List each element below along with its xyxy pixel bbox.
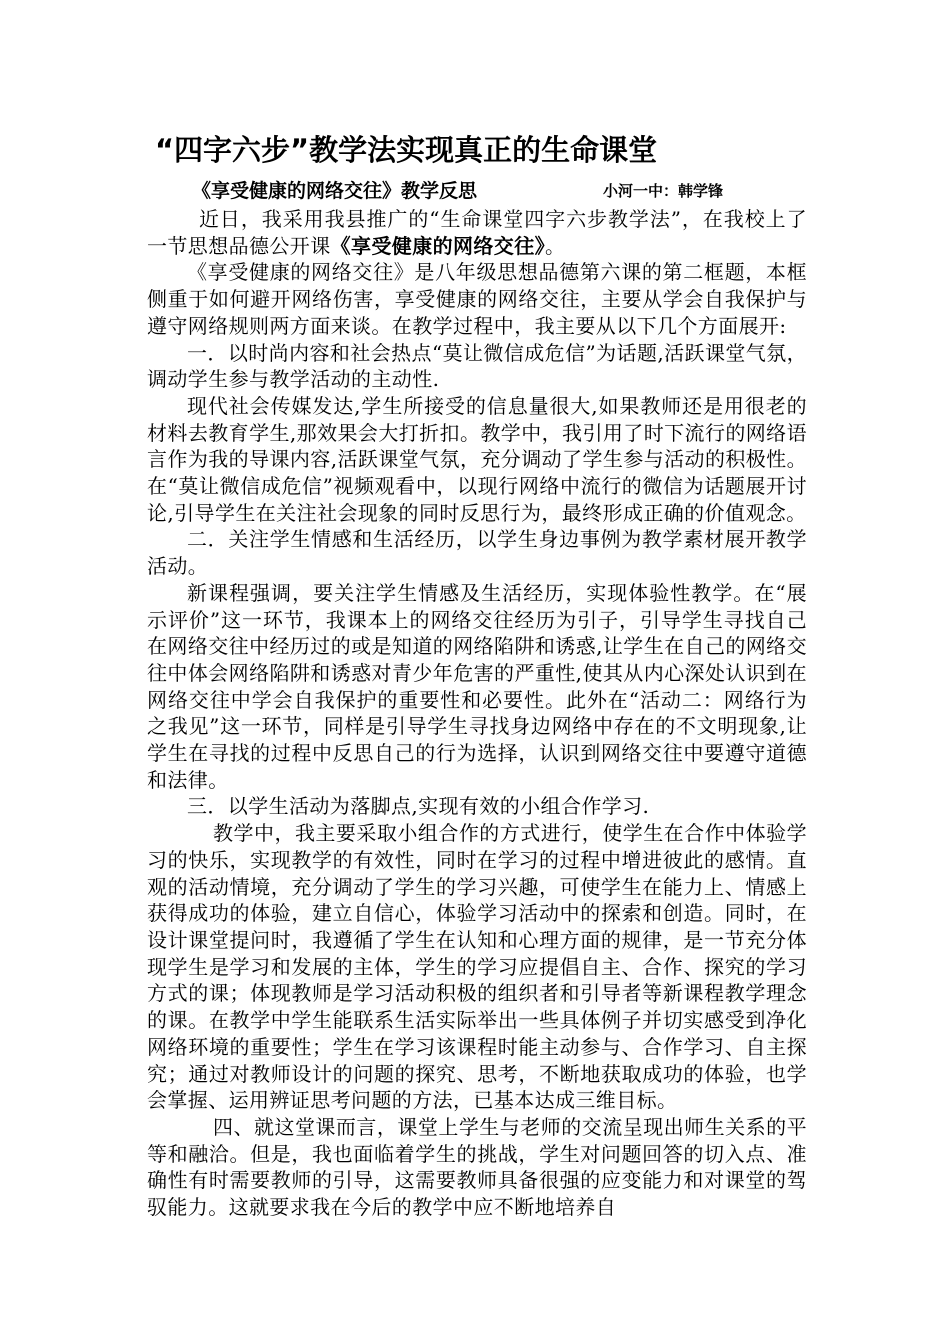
document-author: 小河一中：韩学锋 [603,182,724,200]
lesson-title-bold: 《享受健康的网络交往》 [330,233,546,258]
document-body [147,206,807,1221]
paragraph-intro [147,206,807,259]
document-title: “四字六步”教学法实现真正的生命课堂 [155,133,658,167]
paragraph-overview: 《享受健康的网络交往》是八年级思想品德第六课的第二框题，本框侧重于如何避开网络伤害，享受健康的网络交往，主要从学会自我保护与遵守网络规则两方面来谈。在教学过程中，我主要从以下几个方面展开: [147,260,807,338]
paragraph-section-3: 教学中，我主要采取小组合作的方式进行，使学生在合作中体验学习的快乐，实现教学的有效性，同时在学习的过程中增进彼此的感情。直观的活动情境，充分调动了学生的学习兴趣，可使学生在能力上、情感上获得成功的体验，建立自信心，体验学习活动中的探索和创造。同时，在设计课堂提问时，我遵循了学生在认知和心理方面的规律，是一节充分体现学生是学习和发展的主体，学生的学习应提倡自主、合作、探究的学习方式的课；体现教师是学习活动积极的组织者和引导者等新课程教学理念的课。在教学中学生能联系生活实际举出一些具体例子并切实感受到净化网络环境的重要性；学生在学习该课程时能主动参与、合作学习、自主探究；通过对教师设计的问题的探究、思考，不断地获取成功的体验，也学会掌握、运用辨证思考问题的方法，已基本达成三维目标。 [147,821,807,1113]
paragraph-section-4: 四、就这堂课而言，课堂上学生与老师的交流呈现出师生关系的平等和融洽。但是，我也面临着学生的挑战，学生对问题回答的切入点、准确性有时需要教师的引导，这需要教师具备很强的应变能力和对课堂的驾驭能力。这就要求我在今后的教学中应不断地培养自 [147,1114,807,1220]
paragraph-intro-text: 近日，我采用我县推广的“生命课堂四字六步教学法”，在我校上了一节思想品德公开课 [147,207,807,258]
paragraph-intro-end: 。 [545,233,566,258]
section-heading-2: 二．关注学生情感和生活经历，以学生身边事例为教学素材展开教学活动。 [147,527,807,579]
paragraph-section-2: 新课程强调，要关注学生情感及生活经历，实现体验性教学。在“展示评价”这一环节，我课本上的网络交往经历为引子，引导学生寻找自己在网络交往中经历过的或是知道的网络陷阱和诱惑,让学生在自己的网络交往中体会网络陷阱和诱惑对青少年危害的严重性,使其从内心深处认识到在网络交往中学会自我保护的重要性和必要性。此外在“活动二：网络行为之我见”这一环节，同样是引导学生寻找身边网络中存在的不文明现象,让学生在寻找的过程中反思自己的行为选择，认识到网络交往中要遵守道德和法律。 [147,580,807,792]
document-subtitle: 《享受健康的网络交往》教学反思 [192,180,478,202]
paragraph-section-1: 现代社会传媒发达,学生所接受的信息量很大,如果教师还是用很老的材料去教育学生,那效果会大打折扣。教学中，我引用了时下流行的网络语言作为我的导课内容,活跃课堂气氛，充分调动了学生参与活动的积极性。在“莫让微信成危信”视频观看中，以现行网络中流行的微信为话题展开讨论,引导学生在关注社会现象的同时反思行为，最终形成正确的价值观念。 [147,393,807,525]
document-page [147,128,807,1221]
subtitle-row [147,176,807,206]
section-heading-3: 三．以学生活动为落脚点,实现有效的小组合作学习. [187,794,650,819]
section-heading-1: 一．以时尚内容和社会热点“莫让微信成危信”为话题,活跃课堂气氛，调动学生参与教学活动的主动性. [147,340,807,392]
